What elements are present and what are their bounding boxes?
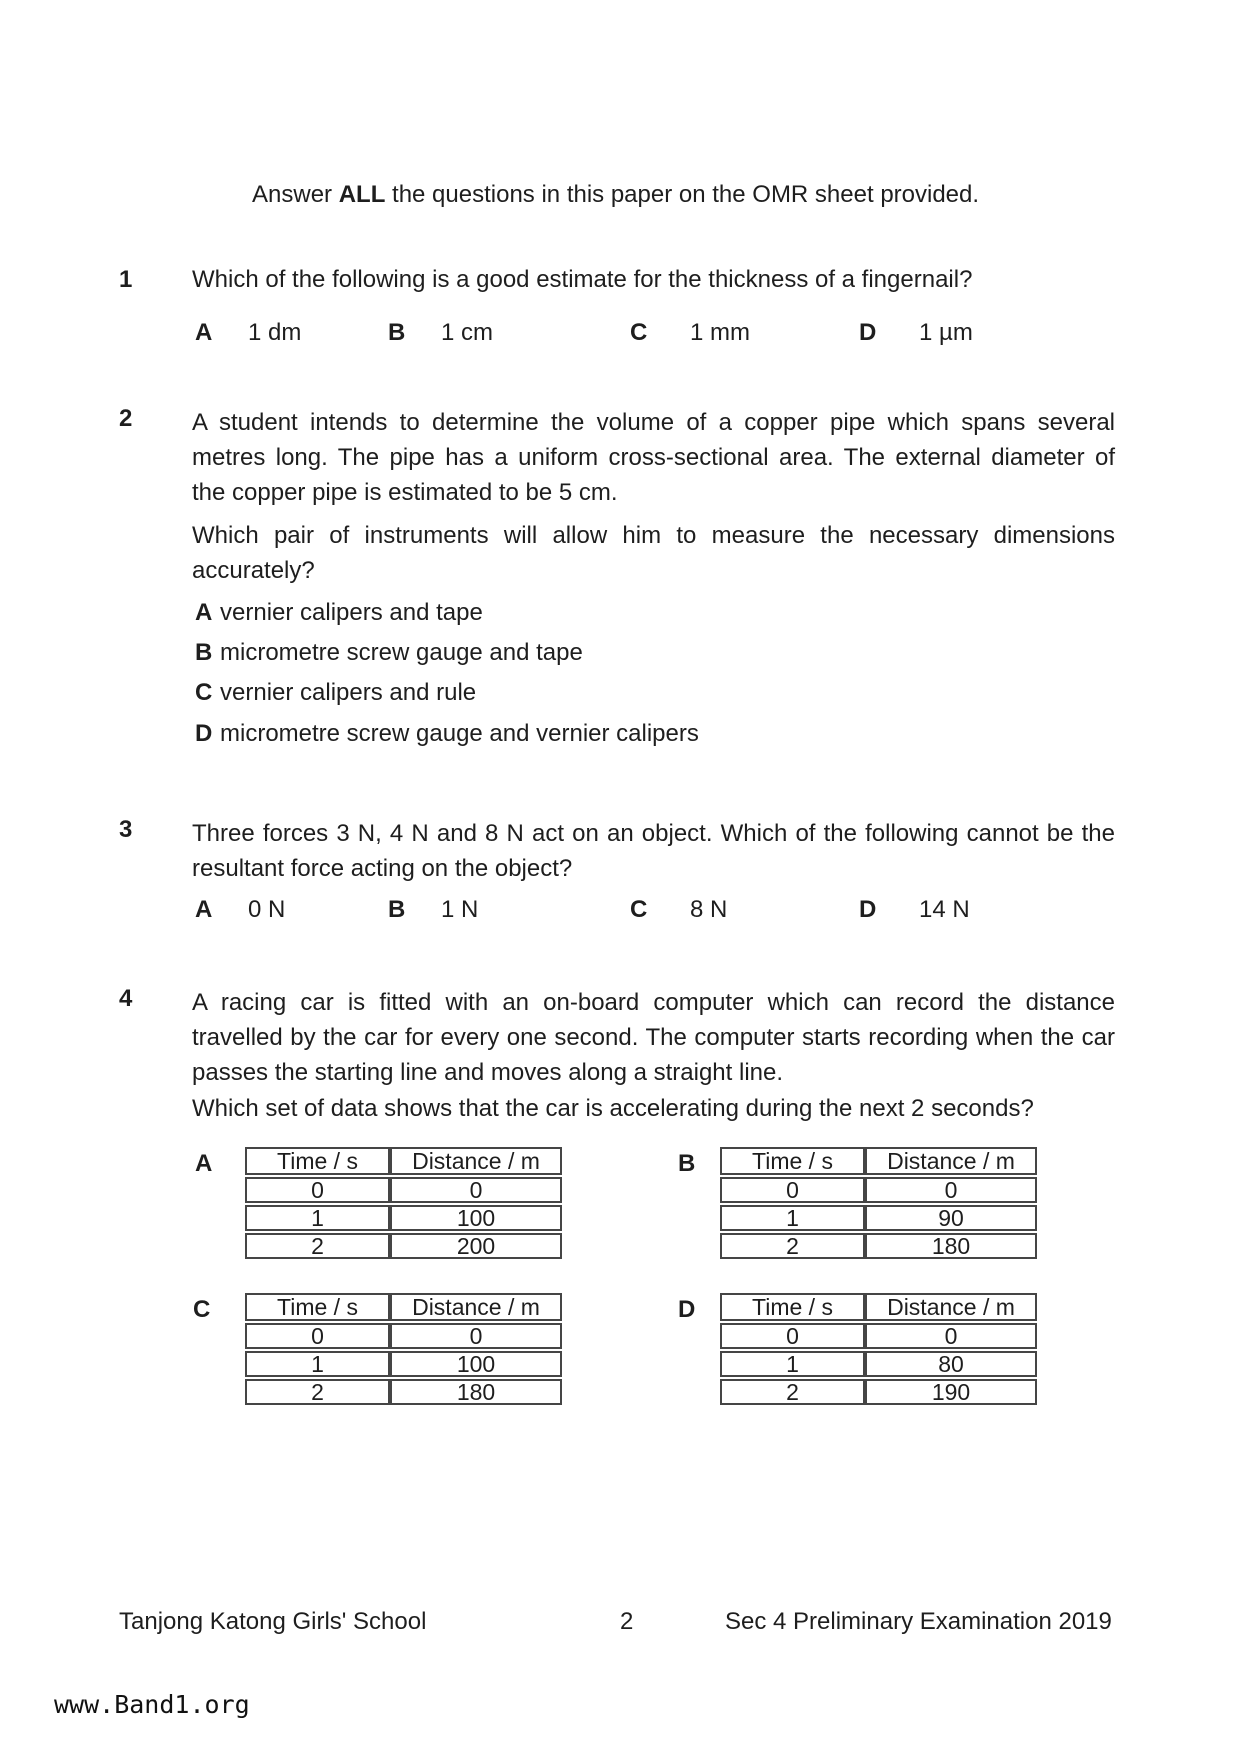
option-letter: A — [195, 896, 213, 923]
paragraph-line: the copper pipe is estimated to be 5 cm. — [192, 479, 618, 506]
table-cell: 0 — [865, 1323, 1037, 1349]
table-cell: 2 — [245, 1233, 390, 1259]
table-header-row — [720, 1293, 1037, 1321]
option-value: 1 dm — [248, 319, 302, 346]
footer-exam-title: Sec 4 Preliminary Examination 2019 — [725, 1608, 1112, 1635]
table-row — [720, 1233, 1037, 1259]
table-cell: 0 — [720, 1177, 865, 1203]
question-2-option-b — [192, 640, 1152, 667]
table-cell: 1 — [720, 1205, 865, 1231]
option-letter: A — [195, 599, 213, 626]
paragraph-line: resultant force acting on the object? — [192, 855, 573, 882]
table-header-row — [245, 1147, 562, 1175]
table-d-label: D — [678, 1296, 696, 1323]
instruction-line — [252, 181, 979, 209]
table-row — [245, 1379, 562, 1405]
table-row — [245, 1177, 562, 1203]
question-1-text: Which of the following is a good estimate for the thickness of a fingernail? — [192, 266, 973, 293]
table-cell: 180 — [865, 1233, 1037, 1259]
question-4-number: 4 — [119, 985, 133, 1012]
table-cell: 1 — [245, 1351, 390, 1377]
option-letter: B — [388, 896, 406, 923]
table-row — [720, 1205, 1037, 1231]
option-letter: D — [195, 720, 213, 747]
table-cell: 2 — [245, 1379, 390, 1405]
instruction-prefix: Answer — [252, 181, 339, 208]
paragraph-line: passes the starting line and moves along a straight line. — [192, 1059, 784, 1086]
table-cell: 2 — [720, 1379, 865, 1405]
table-cell: 0 — [245, 1177, 390, 1203]
option-value: 14 N — [919, 896, 970, 923]
option-letter: C — [195, 679, 213, 706]
table-row — [720, 1351, 1037, 1377]
question-2-option-d — [192, 721, 1152, 748]
table-row — [720, 1379, 1037, 1405]
table-cell: 180 — [390, 1379, 562, 1405]
column-header-time: Time / s — [245, 1293, 390, 1321]
data-table-d — [720, 1291, 1037, 1407]
table-row — [720, 1323, 1037, 1349]
question-3-number: 3 — [119, 816, 133, 843]
question-4-question: Which set of data shows that the car is accelerating during the next 2 seconds? — [192, 1095, 1034, 1122]
table-cell: 200 — [390, 1233, 562, 1259]
site-watermark: www.Band1.org — [54, 1690, 250, 1719]
footer-school: Tanjong Katong Girls' School — [119, 1608, 427, 1635]
column-header-time: Time / s — [720, 1147, 865, 1175]
table-c-label: C — [193, 1296, 211, 1323]
table-cell: 0 — [390, 1323, 562, 1349]
table-cell: 0 — [390, 1177, 562, 1203]
column-header-distance: Distance / m — [865, 1293, 1037, 1321]
question-2-option-c — [192, 680, 1152, 707]
table-cell: 100 — [390, 1205, 562, 1231]
question-2-question — [192, 518, 1115, 588]
column-header-distance: Distance / m — [390, 1293, 562, 1321]
instruction-bold-word: ALL — [338, 181, 386, 208]
option-value: 1 N — [441, 896, 479, 923]
footer-page-number: 2 — [620, 1608, 634, 1635]
table-cell: 0 — [245, 1323, 390, 1349]
option-letter: C — [630, 319, 648, 346]
option-value: micrometre screw gauge and vernier calipers — [220, 720, 699, 747]
table-row — [245, 1351, 562, 1377]
table-cell: 0 — [720, 1323, 865, 1349]
option-value: 1 cm — [441, 319, 494, 346]
table-cell: 190 — [865, 1379, 1037, 1405]
question-3-paragraph — [192, 816, 1115, 886]
table-a-label: A — [195, 1150, 213, 1177]
option-value: vernier calipers and tape — [220, 599, 483, 626]
paragraph-line: Which pair of instruments will allow him to measure the necessary dimensions — [192, 522, 1115, 549]
question-2-option-a — [192, 600, 1152, 627]
table-cell: 0 — [865, 1177, 1037, 1203]
question-3-options-row — [192, 897, 1152, 924]
table-cell: 90 — [865, 1205, 1037, 1231]
table-row — [245, 1233, 562, 1259]
table-cell: 1 — [245, 1205, 390, 1231]
paragraph-line: A racing car is fitted with an on-board computer which can record the distance — [192, 989, 1115, 1016]
option-letter: D — [859, 896, 877, 923]
question-4-paragraph — [192, 985, 1115, 1090]
option-value: 1 mm — [690, 319, 750, 346]
question-1-number: 1 — [119, 266, 133, 293]
table-cell: 2 — [720, 1233, 865, 1259]
option-value: 0 N — [248, 896, 286, 923]
data-table-a — [245, 1145, 562, 1261]
option-letter: B — [388, 319, 406, 346]
data-table-c — [245, 1291, 562, 1407]
table-cell: 80 — [865, 1351, 1037, 1377]
option-letter: C — [630, 896, 648, 923]
paragraph-line: A student intends to determine the volume of a copper pipe which spans several — [192, 409, 1115, 436]
table-cell: 1 — [720, 1351, 865, 1377]
table-header-row — [245, 1293, 562, 1321]
column-header-time: Time / s — [245, 1147, 390, 1175]
instruction-suffix: the questions in this paper on the OMR sheet provided. — [385, 181, 980, 208]
paragraph-line: travelled by the car for every one second. The computer starts recording when the car — [192, 1024, 1115, 1051]
option-value: micrometre screw gauge and tape — [220, 639, 583, 666]
option-value: vernier calipers and rule — [220, 679, 477, 706]
paragraph-line: metres long. The pipe has a uniform cross-sectional area. The external diameter of — [192, 444, 1115, 471]
option-letter: D — [859, 319, 877, 346]
option-value: 8 N — [690, 896, 728, 923]
option-letter: B — [195, 639, 213, 666]
table-row — [245, 1205, 562, 1231]
table-cell: 100 — [390, 1351, 562, 1377]
question-1-options-row — [192, 320, 1152, 347]
column-header-distance: Distance / m — [865, 1147, 1037, 1175]
table-header-row — [720, 1147, 1037, 1175]
table-b-label: B — [678, 1150, 696, 1177]
data-table-b — [720, 1145, 1037, 1261]
question-2-paragraph — [192, 405, 1115, 510]
table-row — [720, 1177, 1037, 1203]
option-letter: A — [195, 319, 213, 346]
column-header-distance: Distance / m — [390, 1147, 562, 1175]
paragraph-line: accurately? — [192, 557, 315, 584]
table-row — [245, 1323, 562, 1349]
question-2-number: 2 — [119, 405, 133, 432]
column-header-time: Time / s — [720, 1293, 865, 1321]
paragraph-line: Three forces 3 N, 4 N and 8 N act on an object. Which of the following cannot be the — [192, 820, 1115, 847]
option-value: 1 µm — [919, 319, 973, 346]
